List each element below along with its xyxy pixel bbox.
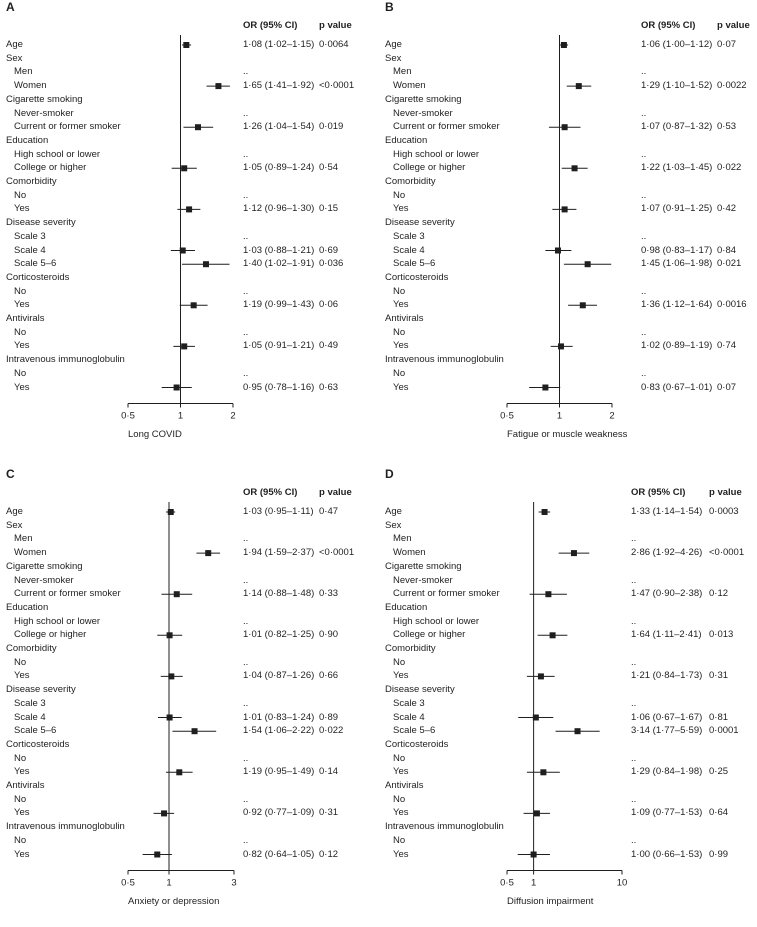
row-label: No: [393, 656, 406, 668]
p-value: 0·25: [709, 766, 729, 778]
or-ci-value: ..: [631, 533, 637, 545]
point-estimate: [174, 385, 180, 391]
row-label: Corticosteroids: [6, 271, 70, 283]
or-ci-value: 1·26 (1·04–1·54): [243, 121, 315, 133]
row-label: No: [14, 367, 27, 379]
p-value: 0·69: [319, 244, 339, 256]
forest-panel-b: [379, 0, 757, 460]
or-ci-value: ..: [243, 533, 249, 545]
p-value: 0·021: [717, 258, 742, 270]
or-ci-value: ..: [243, 574, 249, 586]
point-estimate: [562, 124, 568, 130]
point-estimate: [562, 206, 568, 212]
p-value: 0·013: [709, 629, 734, 641]
row-label: Scale 5–6: [393, 725, 436, 737]
p-value: 0·07: [717, 39, 737, 50]
row-label: Intravenous immunoglobulin: [385, 354, 504, 366]
row-label: Yes: [14, 340, 30, 352]
x-axis-label: Long COVID: [128, 428, 182, 440]
p-value: 0·90: [319, 629, 339, 641]
p-value: 0·12: [319, 848, 339, 860]
point-estimate: [154, 852, 160, 858]
p-value: 0·54: [319, 162, 339, 174]
point-estimate: [555, 248, 561, 254]
row-label: High school or lower: [14, 615, 101, 627]
or-ci-value: 1·06 (1·00–1·12): [641, 39, 713, 50]
p-value: 0·31: [319, 807, 339, 819]
row-label: Women: [393, 547, 426, 559]
row-label: Antivirals: [385, 313, 424, 324]
row-label: No: [393, 793, 406, 805]
point-estimate: [191, 302, 197, 308]
row-label: Age: [385, 39, 402, 50]
row-label: Yes: [14, 848, 30, 860]
or-ci-value: ..: [631, 834, 637, 846]
point-estimate: [167, 715, 173, 721]
row-label: Never-smoker: [393, 574, 453, 586]
row-label: Scale 5–6: [393, 258, 436, 270]
row-label: Age: [385, 506, 402, 517]
row-label: No: [393, 189, 406, 201]
or-ci-value: 1·33 (1·14–1·54): [631, 506, 703, 517]
or-ci-value: 1·03 (0·95–1·11): [243, 506, 314, 517]
point-estimate: [571, 550, 577, 556]
row-label: No: [14, 326, 27, 338]
row-label: Current or former smoker: [14, 121, 121, 133]
row-label: Antivirals: [6, 780, 45, 791]
row-label: College or higher: [14, 162, 87, 174]
point-estimate: [205, 550, 211, 556]
or-ci-value: ..: [631, 574, 637, 586]
p-value: 0·33: [319, 588, 339, 600]
p-value: 0·31: [709, 670, 729, 682]
row-label: No: [14, 189, 27, 201]
row-label: Education: [6, 134, 49, 146]
or-ci-value: 0·82 (0·64–1·05): [243, 848, 315, 860]
point-estimate: [186, 206, 192, 212]
row-label: No: [393, 752, 406, 764]
point-estimate: [176, 769, 182, 775]
row-label: Corticosteroids: [385, 271, 449, 283]
or-ci-value: 1·02 (0·89–1·19): [641, 340, 713, 352]
p-value: 0·15: [319, 203, 339, 215]
x-tick-label: 1: [556, 410, 563, 422]
or-ci-value: 1·01 (0·82–1·25): [243, 629, 315, 641]
p-value: 0·81: [709, 711, 729, 723]
or-ci-value: ..: [631, 697, 637, 709]
or-ci-value: 1·22 (1·03–1·45): [641, 162, 713, 174]
p-column-header: p value: [319, 487, 352, 498]
row-label: Disease severity: [6, 684, 76, 696]
or-ci-value: ..: [243, 367, 249, 379]
or-ci-value: ..: [243, 752, 249, 764]
x-tick-label: 2: [609, 410, 615, 422]
or-ci-value: 0·83 (0·67–1·01): [641, 381, 713, 393]
row-label: Disease severity: [385, 684, 455, 696]
row-label: Education: [385, 134, 428, 146]
row-label: Cigarette smoking: [6, 93, 83, 105]
row-label: Current or former smoker: [393, 121, 500, 133]
or-ci-value: ..: [641, 230, 647, 242]
p-value: 0·0016: [717, 299, 747, 311]
panel-letter: C: [6, 467, 15, 481]
or-ci-value: ..: [243, 615, 249, 627]
row-label: Scale 4: [393, 244, 425, 256]
p-value: 0·84: [717, 244, 737, 256]
row-label: Antivirals: [385, 780, 424, 791]
p-value: 0·06: [319, 299, 339, 311]
or-column-header: OR (95% CI): [631, 487, 686, 498]
row-label: Current or former smoker: [393, 588, 500, 600]
or-ci-value: 1·05 (0·89–1·24): [243, 162, 315, 174]
or-ci-value: 1·09 (0·77–1·53): [631, 807, 703, 819]
or-ci-value: 3·14 (1·77–5·59): [631, 725, 703, 737]
row-label: Scale 4: [14, 244, 46, 256]
row-label: Education: [6, 601, 49, 613]
or-ci-value: 1·08 (1·02–1·15): [243, 39, 315, 50]
p-value: 0·99: [709, 848, 729, 860]
point-estimate: [580, 302, 586, 308]
or-ci-value: ..: [641, 326, 647, 338]
x-axis-label: Anxiety or depression: [128, 895, 220, 907]
p-value: 0·036: [319, 258, 344, 270]
row-label: Scale 3: [14, 230, 46, 242]
or-ci-value: 1·07 (0·91–1·25): [641, 203, 713, 215]
point-estimate: [572, 165, 578, 171]
p-value: 0·66: [319, 670, 339, 682]
x-tick-label: 1: [166, 877, 172, 889]
row-label: Scale 3: [393, 697, 425, 709]
or-ci-value: ..: [641, 367, 647, 379]
x-tick-label: 0·5: [500, 410, 514, 422]
row-label: High school or lower: [14, 148, 101, 160]
or-ci-value: 1·01 (0·83–1·24): [243, 711, 315, 723]
forest-panel-d: [379, 467, 757, 927]
x-tick-label: 2: [230, 410, 236, 422]
or-ci-value: ..: [631, 656, 637, 668]
p-value: 0·022: [319, 725, 344, 737]
panel-letter: A: [6, 0, 15, 14]
row-label: Yes: [393, 807, 409, 819]
or-ci-value: 1·54 (1·06–2·22): [243, 725, 315, 737]
p-value: 0·019: [319, 121, 344, 133]
or-ci-value: 1·40 (1·02–1·91): [243, 258, 315, 270]
row-label: Cigarette smoking: [385, 93, 462, 105]
or-ci-value: ..: [243, 834, 249, 846]
or-ci-value: 1·21 (0·84–1·73): [631, 670, 703, 682]
row-label: Scale 5–6: [14, 258, 57, 270]
row-label: Scale 4: [393, 711, 425, 723]
point-estimate: [203, 261, 209, 267]
or-ci-value: ..: [243, 107, 249, 119]
or-column-header: OR (95% CI): [243, 20, 298, 31]
p-value: 0·0003: [709, 506, 739, 517]
forest-plot-svg: [379, 467, 757, 927]
row-label: No: [14, 656, 27, 668]
row-label: Current or former smoker: [14, 588, 121, 600]
p-column-header: p value: [717, 20, 750, 31]
row-label: Yes: [393, 766, 409, 778]
row-label: Comorbidity: [385, 176, 436, 187]
row-label: No: [14, 793, 27, 805]
point-estimate: [585, 261, 591, 267]
row-label: Yes: [393, 670, 409, 682]
or-ci-value: ..: [631, 752, 637, 764]
panel-letter: B: [385, 0, 394, 14]
p-value: 0·64: [709, 807, 729, 819]
or-column-header: OR (95% CI): [243, 487, 298, 498]
row-label: No: [393, 367, 406, 379]
row-label: Sex: [385, 52, 402, 64]
row-label: High school or lower: [393, 148, 480, 160]
row-label: Yes: [14, 807, 30, 819]
row-label: Cigarette smoking: [6, 560, 83, 572]
p-value: 0·0064: [319, 39, 349, 50]
or-ci-value: 1·06 (0·67–1·67): [631, 711, 703, 723]
x-tick-label: 10: [616, 877, 628, 889]
row-label: Never-smoker: [14, 574, 74, 586]
point-estimate: [192, 728, 198, 734]
row-label: No: [14, 834, 27, 846]
p-value: 0·42: [717, 203, 737, 215]
or-ci-value: 0·95 (0·78–1·16): [243, 381, 315, 393]
row-label: Men: [393, 66, 412, 78]
panel-letter: D: [385, 467, 394, 481]
or-ci-value: ..: [243, 148, 249, 160]
or-ci-value: ..: [641, 107, 647, 119]
row-label: Never-smoker: [14, 107, 74, 119]
p-value: 0·0001: [709, 725, 739, 737]
row-label: Yes: [14, 299, 30, 311]
row-label: Scale 3: [393, 230, 425, 242]
p-value: 0·14: [319, 766, 339, 778]
or-ci-value: 1·36 (1·12–1·64): [641, 299, 713, 311]
row-label: Intravenous immunoglobulin: [385, 821, 504, 833]
row-label: Antivirals: [6, 313, 45, 324]
or-ci-value: ..: [243, 66, 249, 78]
x-tick-label: 1: [530, 877, 537, 889]
forest-plot-svg: [0, 0, 378, 460]
x-axis-label: Diffusion impairment: [507, 895, 594, 907]
point-estimate: [195, 124, 201, 130]
row-label: Sex: [385, 519, 402, 531]
row-label: Yes: [393, 848, 409, 860]
row-label: Sex: [6, 52, 23, 64]
row-label: College or higher: [393, 629, 466, 641]
p-value: 0·0022: [717, 80, 747, 92]
or-ci-value: ..: [641, 66, 647, 78]
p-value: <0·0001: [709, 547, 745, 559]
or-ci-value: ..: [641, 148, 647, 160]
row-label: Comorbidity: [6, 643, 57, 654]
or-ci-value: ..: [243, 285, 249, 297]
row-label: No: [393, 834, 406, 846]
row-label: Yes: [14, 670, 30, 682]
or-ci-value: ..: [641, 189, 647, 201]
forest-plot-svg: [379, 0, 757, 460]
p-value: 0·07: [717, 381, 737, 393]
row-label: No: [393, 285, 406, 297]
row-label: No: [14, 285, 27, 297]
point-estimate: [167, 632, 173, 638]
row-label: Intravenous immunoglobulin: [6, 354, 125, 366]
p-value: 0·63: [319, 381, 339, 393]
point-estimate: [161, 810, 167, 816]
or-ci-value: ..: [243, 326, 249, 338]
row-label: No: [393, 326, 406, 338]
or-ci-value: 2·86 (1·92–4·26): [631, 547, 703, 559]
row-label: Yes: [14, 203, 30, 215]
or-ci-value: 1·19 (0·99–1·43): [243, 299, 315, 311]
point-estimate: [215, 83, 221, 89]
row-label: Yes: [393, 381, 409, 393]
row-label: Yes: [393, 340, 409, 352]
row-label: College or higher: [14, 629, 87, 641]
p-value: 0·47: [319, 506, 339, 517]
point-estimate: [538, 673, 544, 679]
point-estimate: [550, 632, 556, 638]
p-value: <0·0001: [319, 80, 355, 92]
or-ci-value: 1·19 (0·95–1·49): [243, 766, 315, 778]
row-label: Yes: [393, 299, 409, 311]
row-label: High school or lower: [393, 615, 480, 627]
point-estimate: [576, 83, 582, 89]
row-label: Corticosteroids: [6, 738, 70, 750]
p-value: 0·53: [717, 121, 737, 133]
p-value: 0·12: [709, 588, 729, 600]
or-ci-value: 0·92 (0·77–1·09): [243, 807, 315, 819]
x-tick-label: 0·5: [500, 877, 514, 889]
p-value: 0·022: [717, 162, 742, 174]
row-label: Disease severity: [385, 217, 455, 229]
row-label: College or higher: [393, 162, 466, 174]
row-label: Disease severity: [6, 217, 76, 229]
point-estimate: [558, 343, 564, 349]
point-estimate: [575, 728, 581, 734]
or-ci-value: ..: [631, 793, 637, 805]
or-ci-value: ..: [243, 656, 249, 668]
row-label: Scale 4: [14, 711, 46, 723]
or-ci-value: ..: [243, 793, 249, 805]
row-label: Yes: [393, 203, 409, 215]
or-ci-value: 1·94 (1·59–2·37): [243, 547, 315, 559]
row-label: Intravenous immunoglobulin: [6, 821, 125, 833]
point-estimate: [542, 509, 548, 515]
p-value: 0·74: [717, 340, 737, 352]
or-ci-value: ..: [631, 615, 637, 627]
or-ci-value: 1·04 (0·87–1·26): [243, 670, 315, 682]
p-value: <0·0001: [319, 547, 355, 559]
row-label: Yes: [14, 766, 30, 778]
or-ci-value: ..: [243, 697, 249, 709]
or-ci-value: ..: [243, 189, 249, 201]
or-ci-value: 0·98 (0·83–1·17): [641, 244, 713, 256]
x-tick-label: 3: [231, 877, 237, 889]
row-label: Education: [385, 601, 428, 613]
or-ci-value: 1·64 (1·11–2·41): [631, 629, 702, 641]
or-ci-value: 1·12 (0·96–1·30): [243, 203, 315, 215]
or-ci-value: 1·45 (1·06–1·98): [641, 258, 713, 270]
or-ci-value: 1·00 (0·66–1·53): [631, 848, 703, 860]
point-estimate: [534, 810, 540, 816]
row-label: Yes: [14, 381, 30, 393]
point-estimate: [561, 42, 567, 48]
point-estimate: [542, 385, 548, 391]
x-axis-label: Fatigue or muscle weakness: [507, 428, 628, 440]
forest-plot-svg: [0, 467, 378, 927]
or-ci-value: ..: [641, 285, 647, 297]
row-label: Comorbidity: [6, 176, 57, 187]
p-column-header: p value: [319, 20, 352, 31]
p-column-header: p value: [709, 487, 742, 498]
row-label: Women: [14, 547, 47, 559]
row-label: Cigarette smoking: [385, 560, 462, 572]
or-ci-value: 1·29 (0·84–1·98): [631, 766, 703, 778]
or-ci-value: 1·14 (0·88–1·48): [243, 588, 315, 600]
point-estimate: [545, 591, 551, 597]
or-ci-value: ..: [243, 230, 249, 242]
point-estimate: [183, 42, 189, 48]
row-label: Women: [393, 80, 426, 92]
forest-panel-a: [0, 0, 378, 460]
row-label: Age: [6, 39, 23, 50]
row-label: Men: [393, 533, 412, 545]
row-label: No: [14, 752, 27, 764]
x-tick-label: 1: [177, 410, 184, 422]
x-tick-label: 0·5: [121, 877, 135, 889]
row-label: Age: [6, 506, 23, 517]
point-estimate: [181, 165, 187, 171]
p-value: 0·89: [319, 711, 339, 723]
row-label: Corticosteroids: [385, 738, 449, 750]
row-label: Never-smoker: [393, 107, 453, 119]
point-estimate: [181, 343, 187, 349]
row-label: Sex: [6, 519, 23, 531]
row-label: Scale 3: [14, 697, 46, 709]
or-column-header: OR (95% CI): [641, 20, 696, 31]
row-label: Women: [14, 80, 47, 92]
or-ci-value: 1·29 (1·10–1·52): [641, 80, 713, 92]
p-value: 0·49: [319, 340, 339, 352]
row-label: Scale 5–6: [14, 725, 57, 737]
row-label: Comorbidity: [385, 643, 436, 654]
row-label: Men: [14, 66, 33, 78]
or-ci-value: 1·47 (0·90–2·38): [631, 588, 703, 600]
point-estimate: [540, 769, 546, 775]
x-tick-label: 0·5: [121, 410, 135, 422]
row-label: Men: [14, 533, 33, 545]
or-ci-value: 1·03 (0·88–1·21): [243, 244, 315, 256]
forest-panel-c: [0, 467, 378, 927]
or-ci-value: 1·65 (1·41–1·92): [243, 80, 315, 92]
or-ci-value: 1·05 (0·91–1·21): [243, 340, 315, 352]
or-ci-value: 1·07 (0·87–1·32): [641, 121, 713, 133]
point-estimate: [174, 591, 180, 597]
